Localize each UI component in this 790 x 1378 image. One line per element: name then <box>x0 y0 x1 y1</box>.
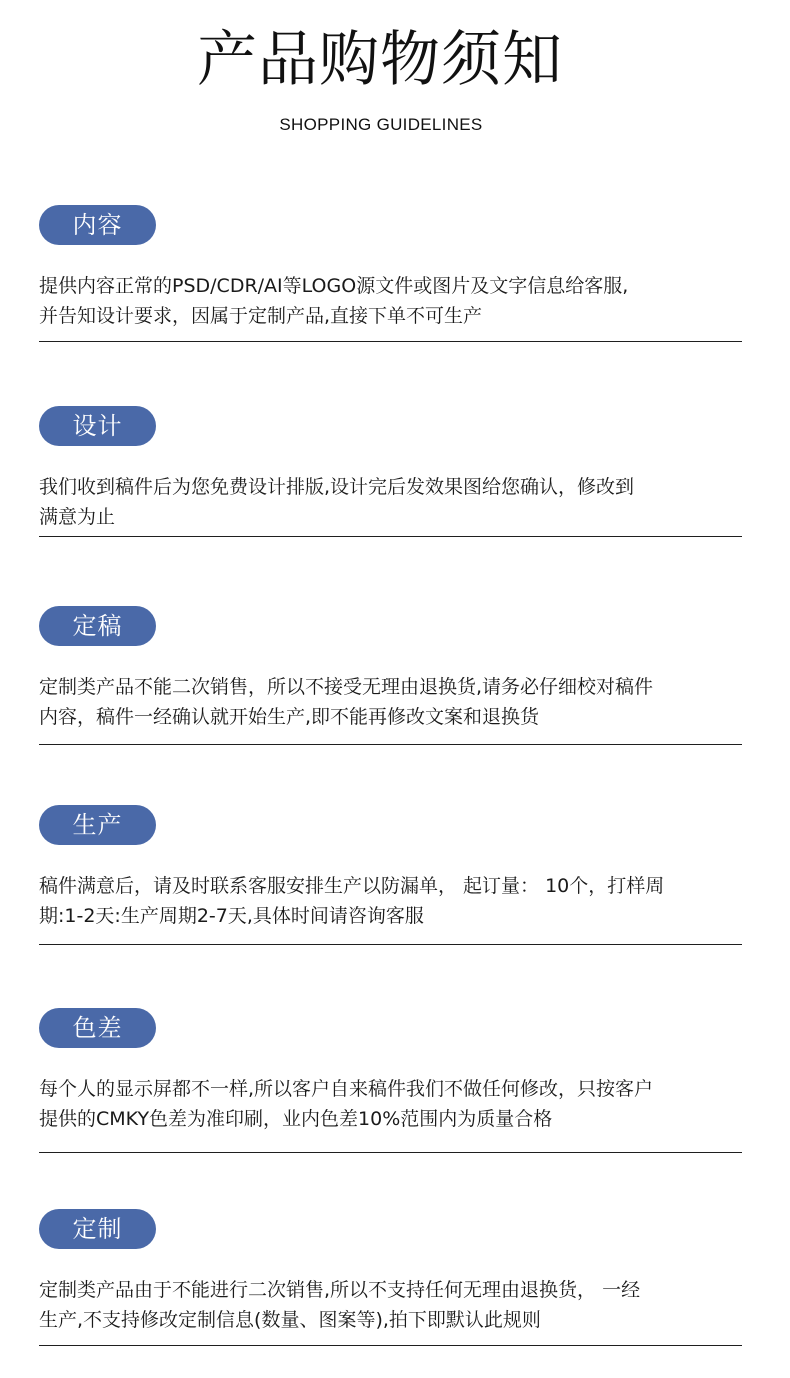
section-body-design <box>39 472 751 532</box>
section-line: 稿件满意后，请及时联系客服安排生产以防漏单， 起订量： 10个，打样周 <box>39 875 665 897</box>
section-line: 每个人的显示屏都不一样,所以客户自来稿件我们不做任何修改，只按客户 <box>39 1078 654 1100</box>
section-line: 我们收到稿件后为您免费设计排版,设计完后发效果图给您确认，修改到 <box>39 476 635 498</box>
section-line: 内容，稿件一经确认就开始生产,即不能再修改文案和退换货 <box>39 706 540 728</box>
section-line: 期:1-2天:生产周期2-7天,具体时间请咨询客服 <box>39 905 424 927</box>
section-body-color-difference <box>39 1074 751 1134</box>
page-title: 产品购物须知 <box>197 25 563 95</box>
section-divider <box>39 341 742 342</box>
section-divider <box>39 1152 742 1153</box>
section-divider <box>39 944 742 945</box>
section-line: 满意为止 <box>39 506 116 528</box>
page-subtitle: SHOPPING GUIDELINES <box>279 115 483 134</box>
section-line: 提供内容正常的PSD/CDR/AI等LOGO源文件或图片及文字信息给客服, <box>39 275 629 297</box>
section-line: 并告知设计要求，因属于定制产品,直接下单不可生产 <box>39 305 483 327</box>
section-divider <box>39 744 742 745</box>
section-line: 提供的CMKY色差为准印刷，业内色差10%范围内为质量合格 <box>39 1108 553 1130</box>
section-label-final-draft: 定稿 <box>39 606 156 646</box>
section-body-content <box>39 271 751 331</box>
section-divider <box>39 536 742 537</box>
section-label-production: 生产 <box>39 805 156 845</box>
section-body-final-draft <box>39 672 751 732</box>
section-line: 生产,不支持修改定制信息(数量、图案等),拍下即默认此规则 <box>39 1309 541 1331</box>
section-label-content: 内容 <box>39 205 156 245</box>
section-body-customization <box>39 1275 751 1335</box>
section-body-production <box>39 871 751 931</box>
section-label-color-difference: 色差 <box>39 1008 156 1048</box>
section-line: 定制类产品不能二次销售，所以不接受无理由退换货,请务必仔细校对稿件 <box>39 676 654 698</box>
section-line: 定制类产品由于不能进行二次销售,所以不支持任何无理由退换货， 一经 <box>39 1279 641 1301</box>
section-label-customization: 定制 <box>39 1209 156 1249</box>
section-divider <box>39 1345 742 1346</box>
section-label-design: 设计 <box>39 406 156 446</box>
